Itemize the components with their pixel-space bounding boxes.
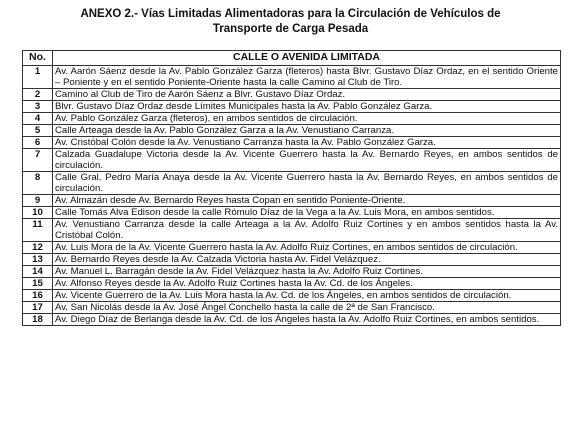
table-row <box>23 149 561 172</box>
table-row <box>23 266 561 278</box>
header-street: CALLE O AVENIDA LIMITADA <box>53 51 561 66</box>
row-street-description: Av. Aarón Sáenz desde la Av. Pablo González Garza (fleteros) hasta Blvr. Gustavo Díaz Ordaz, en el sentido Oriente – Poniente y en el sentido Poniente-Oriente hasta la calle Camino al Club de Tiro. <box>53 66 561 89</box>
table-row <box>23 207 561 219</box>
row-street-description: Av. Vicente Guerrero de la Av. Luis Mora hasta la Av. Cd. de los Ángeles, en ambos sentidos de circulación. <box>53 290 561 302</box>
table-row <box>23 172 561 195</box>
table-row <box>23 125 561 137</box>
row-street-description: Calzada Guadalupe Victoria desde la Av. Vicente Guerrero hasta la Av. Bernardo Reyes, en ambos sentidos de circulación. <box>53 149 561 172</box>
table-row <box>23 219 561 242</box>
row-number: 10 <box>23 207 53 219</box>
title-line-1: ANEXO 2.- Vías Limitadas Alimentadoras para la Circulación de Vehículos de <box>80 8 501 20</box>
row-street-description: Blvr. Gustavo Díaz Ordaz desde Límites Municipales hasta la Av. Pablo González Garza. <box>53 101 561 113</box>
table-row <box>23 278 561 290</box>
row-number: 12 <box>23 242 53 254</box>
table-row <box>23 242 561 254</box>
table-row <box>23 290 561 302</box>
row-number: 3 <box>23 101 53 113</box>
row-street-description: Calle Gral. Pedro María Anaya desde la Av. Vicente Guerrero hasta la Av. Bernardo Reyes, en ambos sentidos de circulación. <box>53 172 561 195</box>
row-street-description: Calle Arteaga desde la Av. Pablo González Garza a la Av. Venustiano Carranza. <box>53 125 561 137</box>
table-header-row <box>23 51 561 66</box>
header-number: No. <box>23 51 53 66</box>
title-line-2: Transporte de Carga Pesada <box>212 23 369 35</box>
row-street-description: Av. Almazán desde Av. Bernardo Reyes hasta Copan en sentido Poniente-Oriente. <box>53 195 561 207</box>
table-row <box>23 254 561 266</box>
row-street-description: Av. Alfonso Reyes desde la Av. Adolfo Ruiz Cortines hasta la Av. Cd. de los Ángeles. <box>53 278 561 290</box>
row-number: 13 <box>23 254 53 266</box>
row-street-description: Av. San Nicolás desde la Av. José Ángel Conchello hasta la calle de 2ª de San Francisco. <box>53 302 561 314</box>
row-number: 17 <box>23 302 53 314</box>
row-number: 1 <box>23 66 53 89</box>
row-street-description: Camino al Club de Tiro de Aarón Sáenz a Blvr. Gustavo Díaz Ordaz. <box>53 89 561 101</box>
row-street-description: Av. Cristóbal Colón desde la Av. Venustiano Carranza hasta la Av. Pablo González Garza. <box>53 137 561 149</box>
table-row <box>23 137 561 149</box>
row-number: 11 <box>23 219 53 242</box>
row-number: 6 <box>23 137 53 149</box>
row-number: 4 <box>23 113 53 125</box>
row-number: 15 <box>23 278 53 290</box>
streets-table <box>22 50 561 326</box>
row-number: 14 <box>23 266 53 278</box>
table-row <box>23 195 561 207</box>
row-number: 5 <box>23 125 53 137</box>
row-street-description: Calle Tomás Alva Edison desde la calle Rómulo Díaz de la Vega a la Av. Luis Mora, en ambos sentidos. <box>53 207 561 219</box>
row-number: 18 <box>23 314 53 326</box>
row-number: 2 <box>23 89 53 101</box>
table-row <box>23 89 561 101</box>
table-row <box>23 302 561 314</box>
table-row <box>23 314 561 326</box>
row-street-description: Av. Diego Díaz de Berlanga desde la Av. Cd. de los Ángeles hasta la Av. Adolfo Ruiz Cortines, en ambos sentidos. <box>53 314 561 326</box>
row-street-description: Av. Manuel L. Barragán desde la Av. Fidel Velázquez hasta la Av. Adolfo Ruiz Cortines. <box>53 266 561 278</box>
row-street-description: Av. Pablo González Garza (fleteros), en ambos sentidos de circulación. <box>53 113 561 125</box>
table-row <box>23 101 561 113</box>
document-title <box>0 7 581 37</box>
row-number: 7 <box>23 149 53 172</box>
table-row <box>23 113 561 125</box>
row-street-description: Av. Venustiano Carranza desde la calle Arteaga a la Av. Adolfo Ruiz Cortines y en ambos sentidos hasta la Av. Cristóbal Colón. <box>53 219 561 242</box>
row-street-description: Av. Luis Mora de la Av. Vicente Guerrero hasta la Av. Adolfo Ruiz Cortines, en ambos sentidos de circulación. <box>53 242 561 254</box>
row-street-description: Av. Bernardo Reyes desde la Av. Calzada Victoria hasta Av. Fidel Velázquez. <box>53 254 561 266</box>
row-number: 8 <box>23 172 53 195</box>
row-number: 16 <box>23 290 53 302</box>
table-body <box>23 66 561 326</box>
table-row <box>23 66 561 89</box>
row-number: 9 <box>23 195 53 207</box>
